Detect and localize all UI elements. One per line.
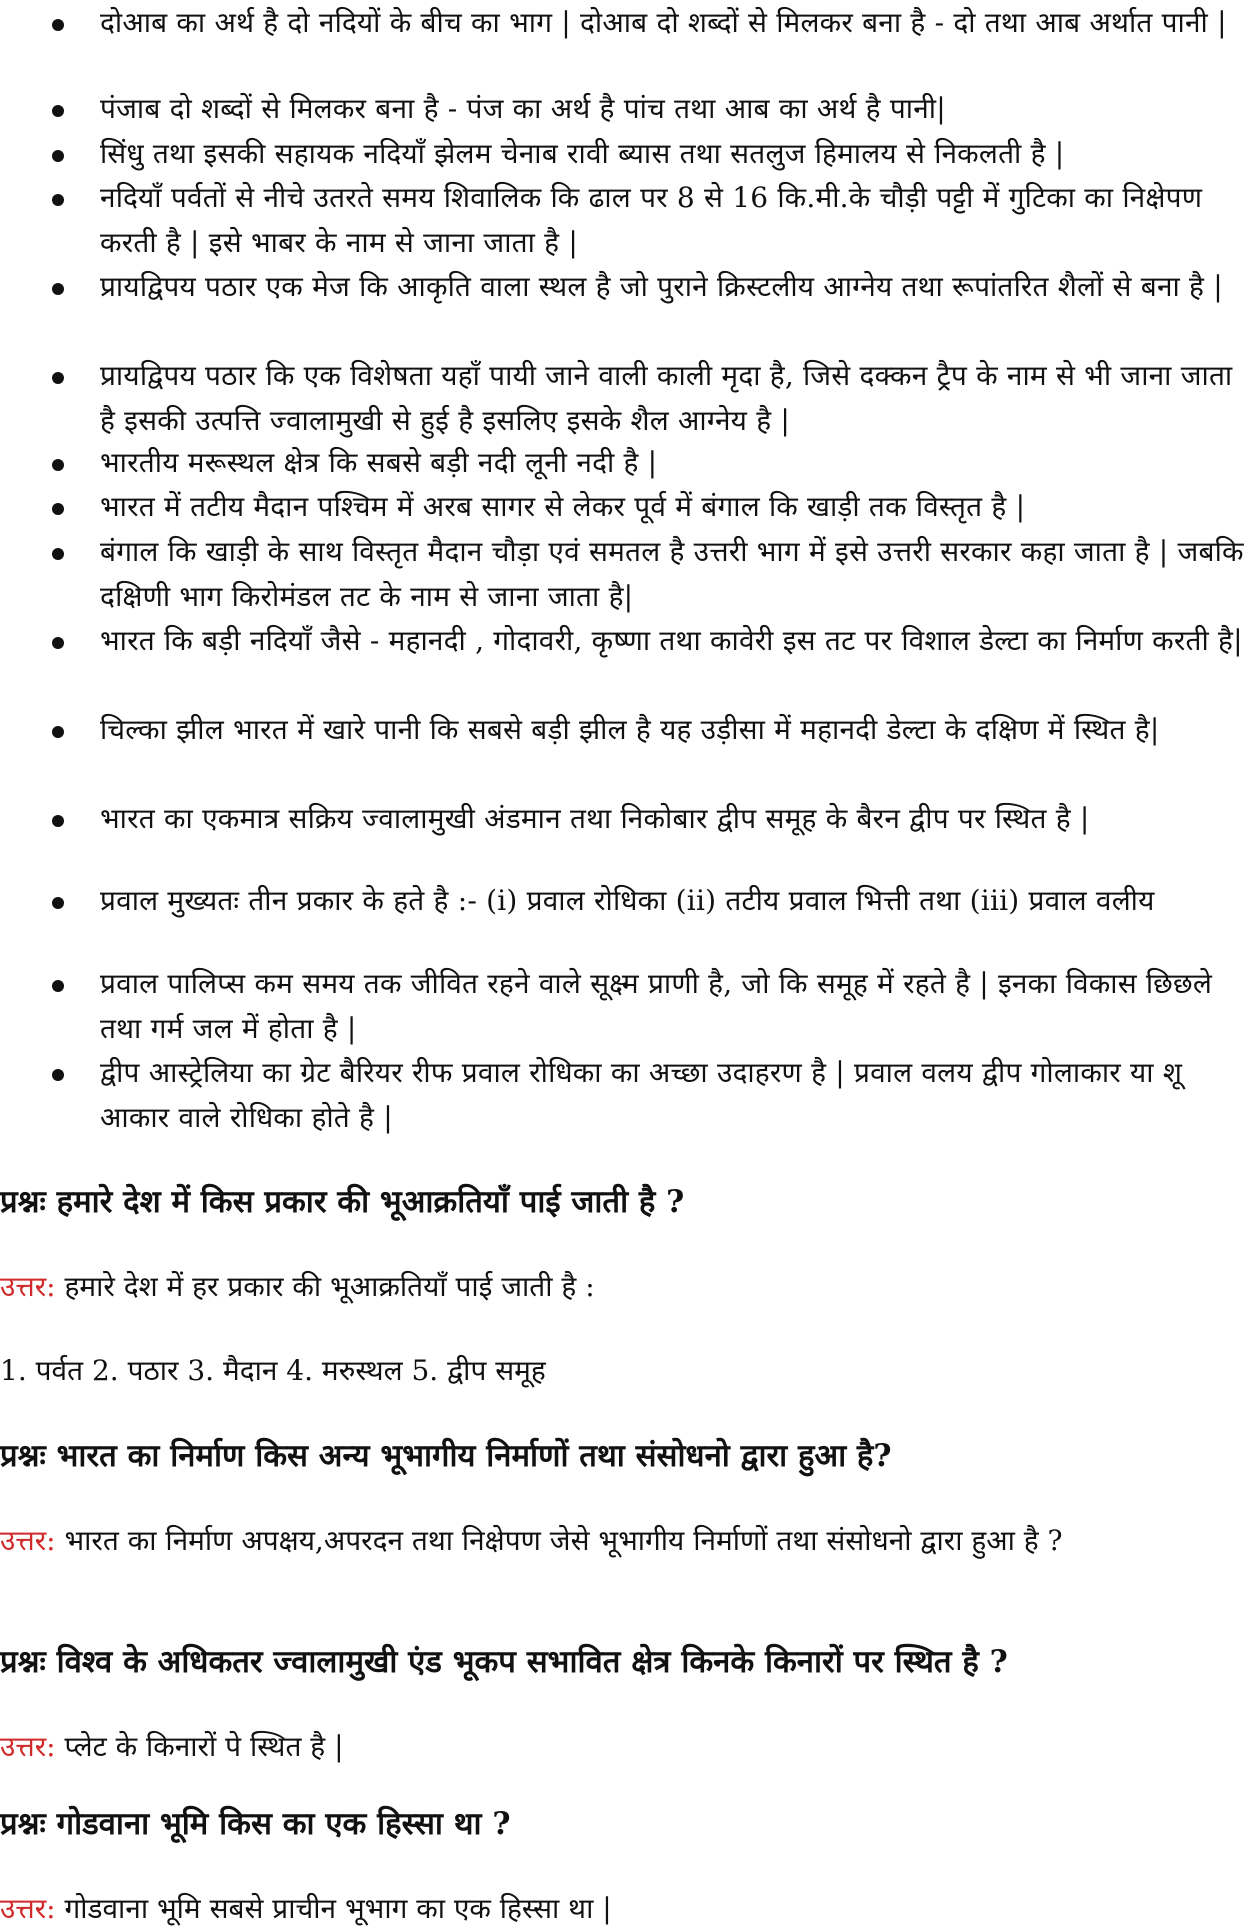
list-item: भारत कि बड़ी नदियाँ जैसे - महानदी , गोदावरी, कृष्णा तथा कावेरी इस तट पर विशाल डेल्टा का निर्माण करती है| (100, 618, 1250, 663)
bullet-icon (52, 19, 64, 31)
list-item: सिंधु तथा इसकी सहायक नदियाँ झेलम चेनाब रावी ब्यास तथा सतलुज हिमालय से निकलती है | (100, 131, 1250, 176)
answer-label: उत्तर: (0, 1892, 56, 1925)
bullet-icon (52, 503, 64, 515)
bullet-icon (52, 459, 64, 471)
list-item: प्रायद्विपय पठार कि एक विशेषता यहाँ पायी जाने वाली काली मृदा है, जिसे दक्कन ट्रैप के नाम से भी जाना जाता है इसकी उत्पत्ति ज्वालामुखी से हुई है इसलिए इसके शैल आग्नेय है | (100, 353, 1250, 443)
list-item: प्रायद्विपय पठार एक मेज कि आकृति वाला स्थल है जो पुराने क्रिस्टलीय आग्नेय तथा रूपांतरित शैलों से बना है | (100, 264, 1250, 309)
question-heading: प्रश्नः भारत का निर्माण किस अन्य भूभागीय निर्माणों तथा संसोधनो द्वारा हुआ है? (0, 1438, 892, 1474)
question-heading: प्रश्नः विश्व के अधिकतर ज्वालामुखी एंड भूकप सभावित क्षेत्र किनके किनारों पर स्थित है ? (0, 1644, 1008, 1680)
list-item: भारतीय मरूस्थल क्षेत्र कि सबसे बड़ी नदी लूनी नदी है | (100, 440, 1250, 485)
bullet-icon (52, 897, 64, 909)
bullet-icon (52, 980, 64, 992)
list-item: भारत में तटीय मैदान पश्चिम में अरब सागर से लेकर पूर्व में बंगाल कि खाड़ी तक विस्तृत है | (100, 484, 1250, 529)
bullet-icon (52, 1069, 64, 1081)
list-item: प्रवाल पालिप्स कम समय तक जीवित रहने वाले सूक्ष्म प्राणी है, जो कि समूह में रहते है | इनका विकास छिछले तथा गर्म जल में होता है | (100, 961, 1250, 1051)
bullet-icon (52, 194, 64, 206)
answer-label: उत्तर: (0, 1730, 56, 1763)
answer-paragraph: उत्तर: भारत का निर्माण अपक्षय,अपरदन तथा निक्षेपण जेसे भूभागीय निर्माणों तथा संसोधनो द्वारा हुआ है ? (0, 1524, 1063, 1557)
bullet-icon (52, 372, 64, 384)
bullet-icon (52, 815, 64, 827)
bullet-icon (52, 105, 64, 117)
bullet-icon (52, 548, 64, 560)
answer-paragraph: उत्तर: गोडवाना भूमि सबसे प्राचीन भूभाग का एक हिस्सा था | (0, 1892, 612, 1925)
question-heading: प्रश्नः हमारे देश में किस प्रकार की भूआक्रतियाँ पाई जाती है ? (0, 1184, 685, 1220)
bullet-icon (52, 150, 64, 162)
answer-label: उत्तर: (0, 1270, 56, 1303)
list-item: भारत का एकमात्र सक्रिय ज्वालामुखी अंडमान तथा निकोबार द्वीप समूह के बैरन द्वीप पर स्थित है | (100, 796, 1250, 841)
question-heading: प्रश्नः गोडवाना भूमि किस का एक हिस्सा था ? (0, 1806, 511, 1842)
list-item: चिल्का झील भारत में खारे पानी कि सबसे बड़ी झील है यह उड़ीसा में महानदी डेल्टा के दक्षिण में स्थित है| (100, 707, 1250, 752)
answer-paragraph: उत्तर: प्लेट के किनारों पे स्थित है | (0, 1730, 344, 1763)
answer-paragraph: उत्तर: हमारे देश में हर प्रकार की भूआक्रतियाँ पाई जाती है : (0, 1270, 595, 1303)
bullet-icon (52, 283, 64, 295)
list-item: नदियाँ पर्वतों से नीचे उतरते समय शिवालिक कि ढाल पर 8 से 16 कि.मी.के चौड़ी पट्टी में गुटिका का निक्षेपण करती है | इसे भाबर के नाम से जाना जाता है | (100, 175, 1250, 265)
list-item: पंजाब दो शब्दों से मिलकर बना है - पंज का अर्थ है पांच तथा आब का अर्थ है पानी| (100, 86, 1250, 131)
list-item: द्वीप आस्ट्रेलिया का ग्रेट बैरियर रीफ प्रवाल रोधिका का अच्छा उदाहरण है | प्रवाल वलय द्वीप गोलाकार या शू आकार वाले रोधिका होते है | (100, 1050, 1250, 1140)
landforms-list: 1. पर्वत 2. पठार 3. मैदान 4. मरुस्थल 5. द्वीप समूह (0, 1354, 546, 1387)
list-item: दोआब का अर्थ है दो नदियों के बीच का भाग | दोआब दो शब्दों से मिलकर बना है - दो तथा आब अर्थात पानी | (100, 0, 1250, 45)
bullet-icon (52, 726, 64, 738)
bullet-icon (52, 637, 64, 649)
answer-label: उत्तर: (0, 1524, 56, 1557)
list-item: बंगाल कि खाड़ी के साथ विस्तृत मैदान चौड़ा एवं समतल है उत्तरी भाग में इसे उत्तरी सरकार कहा जाता है | जबकि दक्षिणी भाग किरोमंडल तट के नाम से जाना जाता है| (100, 529, 1250, 619)
list-item: प्रवाल मुख्यतः तीन प्रकार के हते है :- (i) प्रवाल रोधिका (ii) तटीय प्रवाल भित्ती तथा (iii) प्रवाल वलीय (100, 878, 1250, 923)
